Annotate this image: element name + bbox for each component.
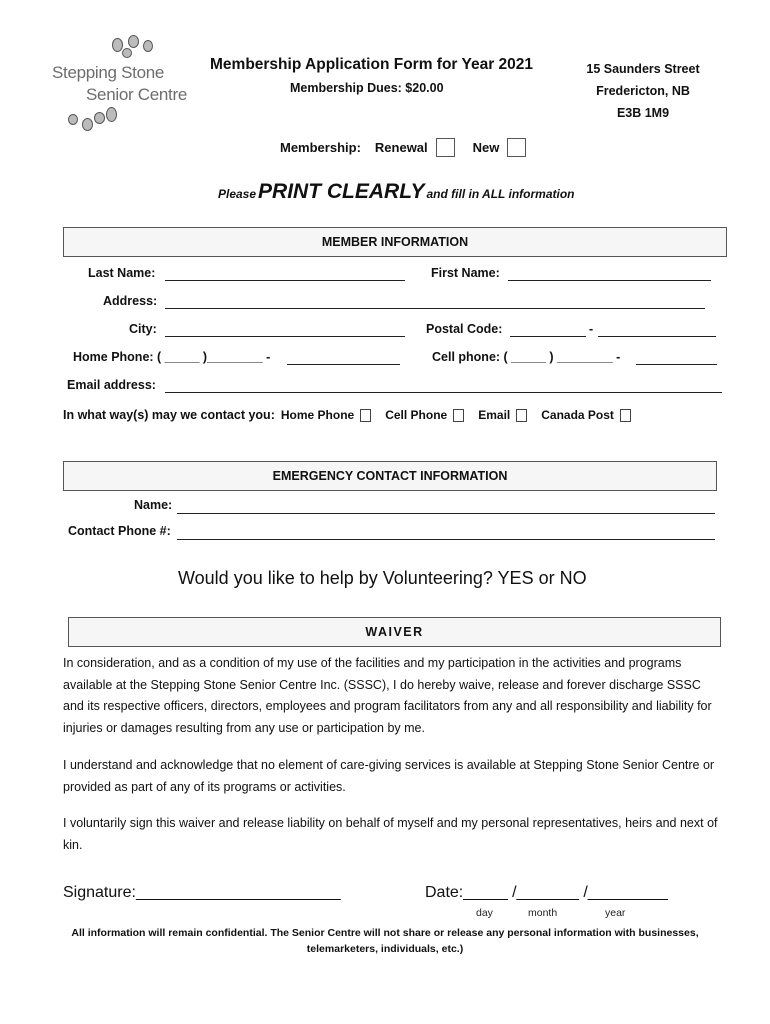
last-name-field[interactable] bbox=[165, 280, 405, 281]
membership-dues: Membership Dues: $20.00 bbox=[290, 81, 444, 95]
postal-code-part2[interactable] bbox=[598, 336, 716, 337]
month-caption: month bbox=[528, 907, 558, 919]
address-label: Address: bbox=[103, 294, 158, 308]
contact-phone-field[interactable] bbox=[177, 539, 715, 540]
home-phone-checkbox[interactable] bbox=[360, 409, 371, 422]
centre-address bbox=[568, 58, 718, 124]
emergency-name-field[interactable] bbox=[177, 513, 715, 514]
cell-phone-label: Cell phone: ( _____ ) ________ - bbox=[432, 350, 621, 364]
cell-phone-field[interactable] bbox=[636, 364, 717, 365]
stepping-stone-logo: Stepping Stone Senior Centre bbox=[52, 34, 182, 134]
year-caption: year bbox=[605, 907, 626, 919]
waiver-paragraph: I voluntarily sign this waiver and release liability on behalf of myself and my personal representatives, heirs and next of kin. bbox=[63, 816, 718, 852]
postal-code-part1[interactable] bbox=[510, 336, 586, 337]
waiver-paragraph: In consideration, and as a condition of my use of the facilities and my participation in the activities and programs available at the Stepping Stone Senior Centre Inc. (SSSC), I do hereby waive, release and forever discharge SSSC and its respective officers, directors, employees and program facilitators from any and all responsibility and liability for injuries or damages resulting from any use or participation by me. bbox=[63, 656, 712, 735]
day-caption: day bbox=[476, 907, 493, 919]
address-field[interactable] bbox=[165, 308, 705, 309]
canada-post-checkbox[interactable] bbox=[620, 409, 631, 422]
contact-phone-label: Contact Phone #: bbox=[68, 524, 171, 538]
membership-label: Membership: bbox=[280, 140, 361, 155]
last-name-label: Last Name: bbox=[88, 266, 156, 280]
waiver-paragraph: I understand and acknowledge that no element of care-giving services is available at Stepping Stone Senior Centre or provided as part of any of its programs or activities. bbox=[63, 758, 715, 794]
city-label: City: bbox=[129, 322, 157, 336]
city-field[interactable] bbox=[165, 336, 405, 337]
address-line: 15 Saunders Street bbox=[586, 62, 700, 76]
instruction-emphasis: PRINT CLEARLY bbox=[258, 180, 425, 203]
first-name-field[interactable] bbox=[508, 280, 711, 281]
contact-option-label: Email bbox=[478, 408, 511, 422]
cell-phone-checkbox[interactable] bbox=[453, 409, 464, 422]
new-label: New bbox=[472, 140, 500, 155]
email-field[interactable] bbox=[165, 392, 722, 393]
contact-option-label: Cell Phone bbox=[385, 408, 448, 422]
postal-code-label: Postal Code: bbox=[426, 322, 503, 336]
postal-dash: - bbox=[589, 322, 594, 336]
membership-type-row bbox=[280, 138, 526, 157]
home-phone-field[interactable] bbox=[287, 364, 400, 365]
address-line: Fredericton, NB bbox=[596, 84, 690, 98]
instruction-post: and fill in ALL information bbox=[426, 187, 575, 201]
instruction-pre: Please bbox=[218, 187, 257, 201]
email-checkbox[interactable] bbox=[516, 409, 527, 422]
contact-question: In what way(s) may we contact you: bbox=[63, 408, 275, 422]
new-checkbox[interactable] bbox=[507, 138, 526, 157]
address-line: E3B 1M9 bbox=[616, 106, 670, 120]
waiver-heading: WAIVER bbox=[68, 617, 721, 647]
home-phone-label: Home Phone: ( _____ )________ - bbox=[73, 350, 271, 364]
contact-preferences-row bbox=[63, 408, 631, 422]
contact-option-label: Canada Post bbox=[541, 408, 614, 422]
volunteer-question: Would you like to help by Volunteering? YES or NO bbox=[178, 568, 587, 588]
confidentiality-note: All information will remain confidential. The Senior Centre will not share or release any personal information with businesses, telemarketers, individuals, etc.) bbox=[71, 927, 699, 955]
emergency-contact-heading: EMERGENCY CONTACT INFORMATION bbox=[63, 461, 717, 491]
contact-option-label: Home Phone bbox=[280, 408, 355, 422]
signature-field[interactable]: Signature:_______________________ bbox=[63, 884, 341, 901]
renewal-label: Renewal bbox=[374, 140, 428, 155]
date-field[interactable]: Date:_____ /_______ /_________ bbox=[425, 884, 668, 901]
renewal-checkbox[interactable] bbox=[436, 138, 455, 157]
emergency-name-label: Name: bbox=[134, 498, 173, 512]
form-title: Membership Application Form for Year 2021 bbox=[210, 56, 534, 73]
print-instruction bbox=[218, 180, 575, 204]
email-label: Email address: bbox=[67, 378, 156, 392]
member-info-heading: MEMBER INFORMATION bbox=[63, 227, 727, 257]
first-name-label: First Name: bbox=[431, 266, 500, 280]
